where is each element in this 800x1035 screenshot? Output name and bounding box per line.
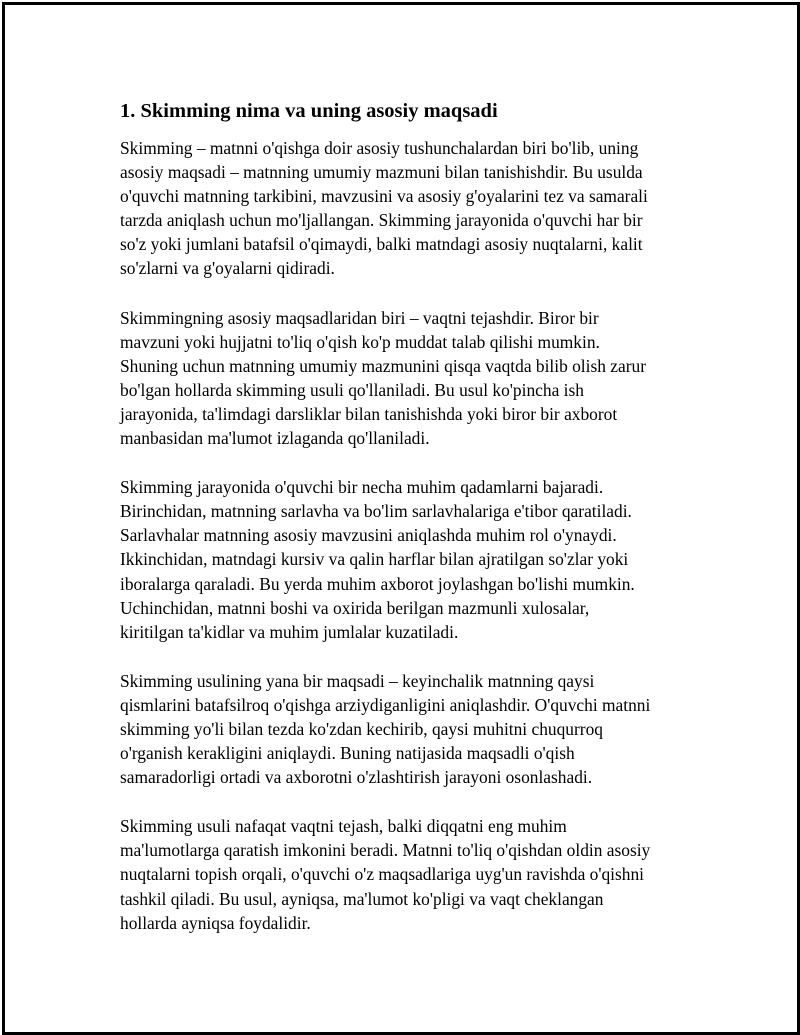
text-line: ma'lumotlarga qaratish imkonini beradi. Matnni to'liq o'qishdan oldin asosiy (120, 840, 651, 861)
text-line: skimming yo'li bilan tezda ko'zdan kechirib, qaysi muhitni chuqurroq (120, 718, 603, 739)
text-line: Skimming jarayonida o'quvchi bir necha muhim qadamlarni bajaradi. (120, 477, 604, 498)
paragraph-1 (120, 136, 690, 281)
paragraph-2 (120, 306, 690, 451)
text-line: Uchinchidan, matnni boshi va oxirida berilgan mazmunli xulosalar, (120, 597, 590, 618)
page-border (2, 2, 800, 1035)
text-line: bo'lgan hollarda skimming usuli qo'llaniladi. Bu usul ko'pincha ish (120, 379, 584, 400)
text-line: so'zlarni va g'oyalarni qidiradi. (120, 258, 335, 279)
text-line: nuqtalarni topish orqali, o'quvchi o'z maqsadlariga uyg'un ravishda o'qishni (120, 864, 645, 885)
text-line: tashkil qiladi. Bu usul, ayniqsa, ma'lumot ko'pligi va vaqt cheklangan (120, 888, 604, 909)
text-line: Skimming usulining yana bir maqsadi – keyinchalik matnning qaysi (120, 670, 595, 691)
page (5, 5, 797, 1032)
paragraph-5 (120, 814, 690, 934)
text-line: so'z yoki jumlani batafsil o'qimaydi, balki matndagi asosiy nuqtalarni, kalit (120, 234, 643, 255)
text-line: Shuning uchun matnning umumiy mazmunini qisqa vaqtda bilib olish zarur (120, 355, 646, 376)
section-heading: 1. Skimming nima va uning asosiy maqsadi (120, 100, 498, 122)
text-line: qismlarini batafsilroq o'qishga arziydiganligini aniqlashdir. O'quvchi matnni (120, 694, 651, 715)
text-line: iboralarga qaraladi. Bu yerda muhim axborot joylashgan bo'lishi mumkin. (120, 573, 635, 594)
text-line: Skimmingning asosiy maqsadlaridan biri – vaqtni tejashdir. Biror bir (120, 307, 599, 328)
text-line: Skimming usuli nafaqat vaqtni tejash, balki diqqatni eng muhim (120, 816, 567, 837)
text-line: tarzda aniqlash uchun mo'ljallangan. Skimming jarayonida o'quvchi har bir (120, 210, 643, 231)
text-line: o'rganish kerakligini aniqlaydi. Buning natijasida maqsadli o'qish (120, 743, 575, 764)
text-line: manbasidan ma'lumot izlaganda qo'llaniladi. (120, 428, 430, 449)
text-line: hollarda ayniqsa foydalidir. (120, 912, 311, 933)
text-line: kiritilgan ta'kidlar va muhim jumlalar kuzatiladi. (120, 621, 459, 642)
text-line: Birinchidan, matnning sarlavha va bo'lim sarlavhalariga e'tibor qaratiladi. (120, 501, 632, 522)
paragraph-3 (120, 475, 690, 644)
text-line: Ikkinchidan, matndagi kursiv va qalin harflar bilan ajratilgan so'zlar yoki (120, 549, 629, 570)
text-line: Sarlavhalar matnning asosiy mavzusini aniqlashda muhim rol o'ynaydi. (120, 525, 617, 546)
text-line: samaradorligi ortadi va axborotni o'zlashtirish jarayoni osonlashadi. (120, 767, 593, 788)
text-line: jarayonida, ta'limdagi darsliklar bilan tanishishda yoki biror bir axborot (120, 403, 618, 424)
text-line: Skimming – matnni o'qishga doir asosiy tushunchalardan biri bo'lib, uning (120, 138, 639, 158)
text-line: o'quvchi matnning tarkibini, mavzusini va asosiy g'oyalarini tez va samarali (120, 186, 648, 207)
text-line: mavzuni yoki hujjatni to'liq o'qish ko'p muddat talab qilishi mumkin. (120, 331, 600, 352)
paragraph-4 (120, 669, 690, 789)
text-line: asosiy maqsadi – matnning umumiy mazmuni bilan tanishishdir. Bu usulda (120, 162, 643, 183)
document-body (120, 97, 690, 960)
